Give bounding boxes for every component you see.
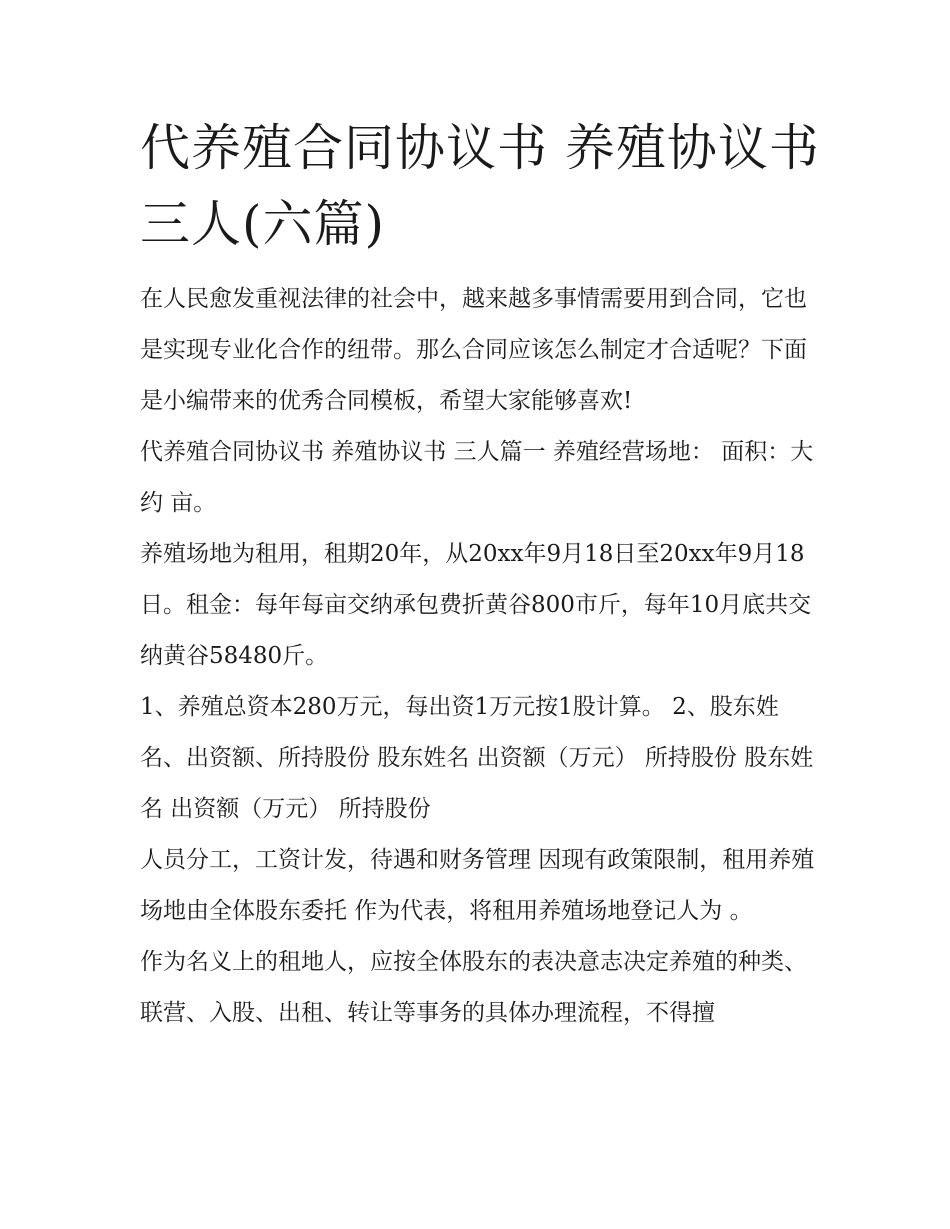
paragraph-staffing: 人员分工，工资计发，待遇和财务管理 因现有政策限制，租用养殖场地由全体股东委托 作为代表，将租用养殖场地登记人为 。 — [140, 847, 815, 924]
paragraph-intro: 在人民愈发重视法律的社会中，越来越多事情需要用到合同，它也是实现专业化合作的纽带。那么合同应该怎么制定才合适呢？下面是小编带来的优秀合同模板，希望大家能够喜欢! — [140, 286, 807, 414]
document-title: 代养殖合同协议书 养殖协议书三人(六篇) — [140, 119, 820, 253]
paragraph-site: 代养殖合同协议书 养殖协议书 三人篇一 养殖经营场地： 面积：大约 亩。 — [140, 439, 814, 516]
document-body — [140, 274, 815, 1039]
paragraph-lease: 养殖场地为租用，租期20年，从20xx年9月18日至20xx年9月18日。租金：每年每亩交纳承包费折黄谷800市斤，每年10月底共交纳黄谷58480斤。 — [140, 541, 812, 669]
paragraph-obligations: 作为名义上的租地人，应按全体股东的表决意志决定养殖的种类、联营、入股、出租、转让等事务的具体办理流程，不得擅 — [140, 949, 807, 1026]
paragraph-capital: 1、养殖总资本280万元，每出资1万元按1股计算。 2、股东姓名、出资额、所持股份 股东姓名 出资额（万元） 所持股份 股东姓名 出资额（万元） 所持股份 — [140, 694, 814, 822]
